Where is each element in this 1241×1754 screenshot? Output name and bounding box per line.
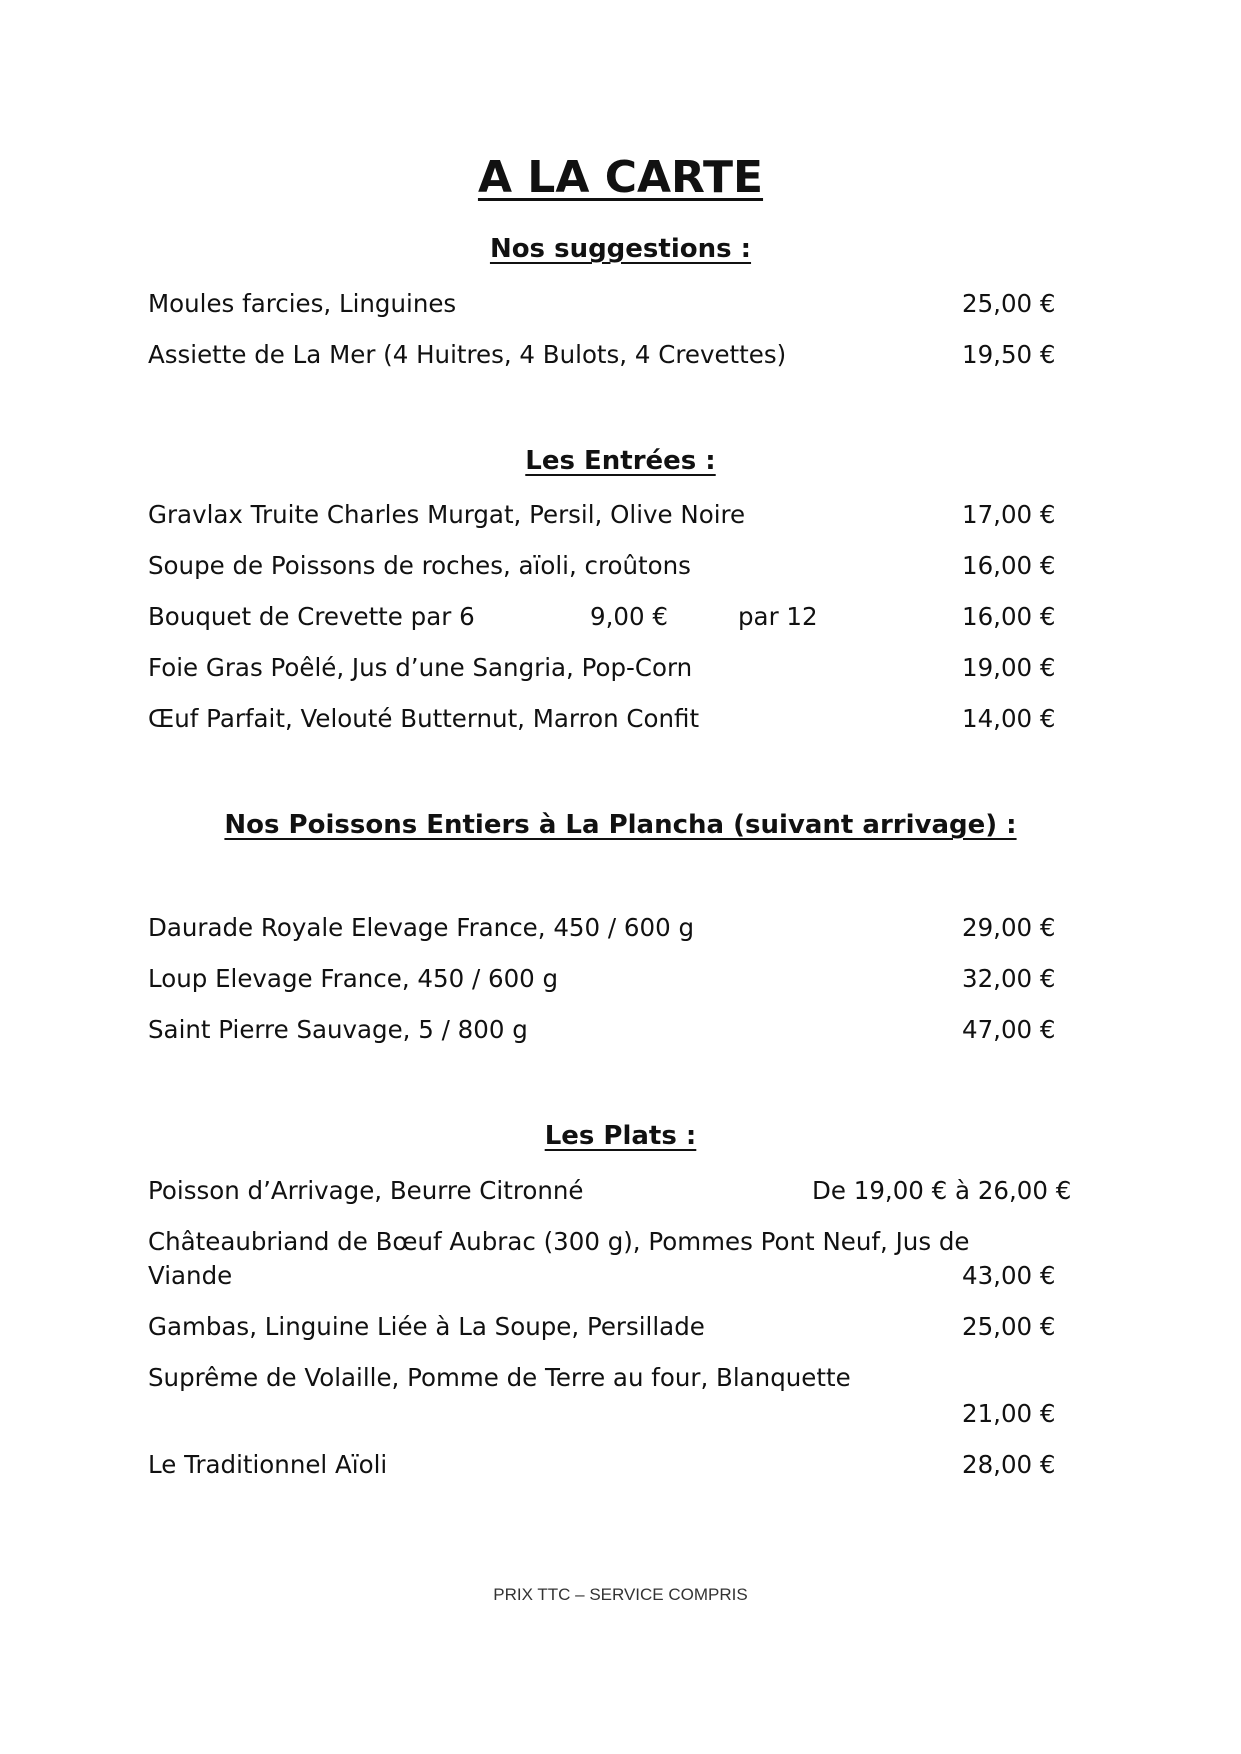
menu-item-name: Le Traditionnel Aïoli [148, 1450, 388, 1479]
menu-item-price: 47,00 € [962, 1015, 1056, 1044]
menu-item-name: Saint Pierre Sauvage, 5 / 800 g [148, 1015, 528, 1044]
menu-item-price-small: 9,00 € [590, 602, 668, 631]
menu-item-name: Gravlax Truite Charles Murgat, Persil, Olive Noire [148, 500, 746, 529]
menu-item-name: Poisson d’Arrivage, Beurre Citronné [148, 1176, 584, 1205]
menu-item-price: 32,00 € [962, 964, 1056, 993]
menu-item-price: 25,00 € [962, 1312, 1056, 1341]
section-heading-plats: Les Plats : [544, 1121, 697, 1151]
section-heading-poissons: Nos Poissons Entiers à La Plancha (suivant arrivage) : [224, 810, 1017, 840]
page-title: A LA CARTE [477, 152, 764, 203]
menu-item-name: Daurade Royale Elevage France, 450 / 600 g [148, 913, 695, 942]
menu-item-name: Bouquet de Crevette par 6 [148, 602, 475, 631]
menu-item-price: 29,00 € [962, 913, 1056, 942]
menu-item-price: 25,00 € [962, 289, 1056, 318]
menu-item-price: 14,00 € [962, 704, 1056, 733]
section-heading-entrees: Les Entrées : [525, 446, 716, 476]
menu-item-name: Soupe de Poissons de roches, aïoli, croûtons [148, 551, 691, 580]
menu-item-name: Loup Elevage France, 450 / 600 g [148, 964, 559, 993]
menu-item-name: Assiette de La Mer (4 Huitres, 4 Bulots, 4 Crevettes) [148, 340, 787, 369]
menu-item-mid-label: par 12 [738, 602, 818, 631]
menu-item-price: 19,50 € [962, 340, 1056, 369]
menu-item-price: 16,00 € [962, 602, 1056, 631]
menu-item-price: 28,00 € [962, 1450, 1056, 1479]
footer-note: PRIX TTC – SERVICE COMPRIS [493, 1585, 748, 1604]
menu-item-price: 19,00 € [962, 653, 1056, 682]
menu-item-price: 21,00 € [962, 1399, 1056, 1428]
menu-item-name: Gambas, Linguine Liée à La Soupe, Persillade [148, 1312, 705, 1341]
menu-item-price: De 19,00 € à 26,00 € [812, 1176, 1072, 1205]
menu-item-price: 17,00 € [962, 500, 1056, 529]
menu-item-name: Moules farcies, Linguines [148, 289, 457, 318]
menu-item-price: 16,00 € [962, 551, 1056, 580]
menu-item-name: Châteaubriand de Bœuf Aubrac (300 g), Pommes Pont Neuf, Jus de [148, 1227, 970, 1256]
section-heading-suggestions: Nos suggestions : [489, 234, 752, 264]
menu-item-name: Foie Gras Poêlé, Jus d’une Sangria, Pop-Corn [148, 653, 693, 682]
menu-item-name: Suprême de Volaille, Pomme de Terre au four, Blanquette [148, 1363, 851, 1392]
menu-item-name: Œuf Parfait, Velouté Butternut, Marron Confit [148, 704, 700, 733]
menu-item-name-line2: Viande [148, 1261, 233, 1290]
menu-item-price: 43,00 € [962, 1261, 1056, 1290]
